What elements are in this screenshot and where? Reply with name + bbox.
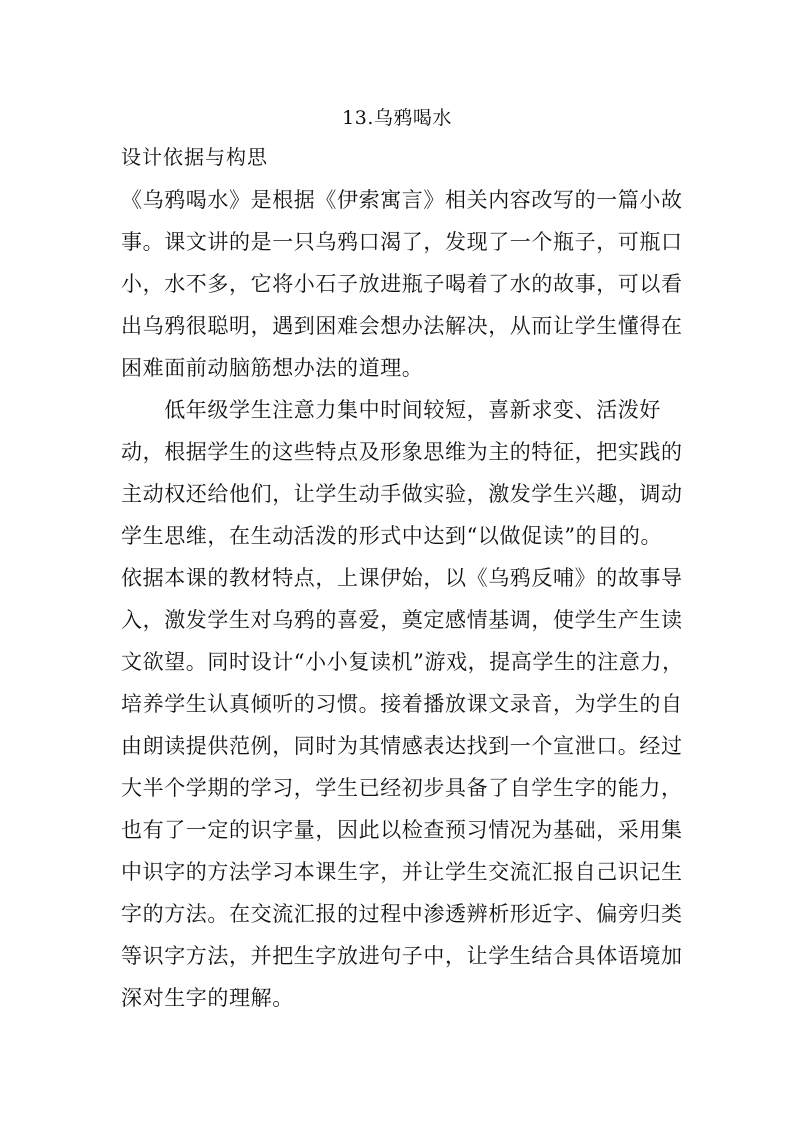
text-line-6: 低年级学生注意力集中时间较短，喜新求变、活泼好 xyxy=(121,398,661,422)
text-line-16: 也有了一定的识字量，因此以检查预习情况为基础，采用集 xyxy=(121,818,683,842)
text-line-4: 出乌鸦很聪明，遇到困难会想办法解决，从而让学生懂得在 xyxy=(121,314,683,338)
text-line-19: 等识字方法，并把生字放进句子中，让学生结合具体语境加 xyxy=(121,944,683,968)
text-line-7: 动，根据学生的这些特点及形象思维为主的特征，把实践的 xyxy=(121,440,683,464)
text-line-10: 依据本课的教材特点，上课伊始，以《乌鸦反哺》的故事导 xyxy=(121,566,683,590)
text-line-11: 入，激发学生对乌鸦的喜爱，奠定感情基调，使学生产生读 xyxy=(121,608,683,632)
section-heading: 设计依据与构思 xyxy=(121,145,268,169)
text-line-20: 深对生字的理解。 xyxy=(121,986,294,1010)
text-line-8: 主动权还给他们，让学生动手做实验，激发学生兴趣，调动 xyxy=(121,482,683,506)
text-line-15: 大半个学期的学习，学生已经初步具备了自学生字的能力， xyxy=(121,776,683,800)
text-line-17: 中识字的方法学习本课生字，并让学生交流汇报自己识记生 xyxy=(121,860,683,884)
text-line-14: 由朗读提供范例，同时为其情感表达找到一个宣泄口。经过 xyxy=(121,734,683,758)
text-line-13: 培养学生认真倾听的习惯。接着播放课文录音，为学生的自 xyxy=(121,692,683,716)
text-line-12: 文欲望。同时设计“小小复读机”游戏，提高学生的注意力， xyxy=(121,650,684,674)
page-title: 13.乌鸦喝水 xyxy=(342,107,452,129)
text-line-3: 小，水不多，它将小石子放进瓶子喝着了水的故事，可以看 xyxy=(121,272,683,296)
text-line-1: 《乌鸦喝水》是根据《伊索寓言》相关内容改写的一篇小故 xyxy=(121,188,683,212)
text-line-9: 学生思维，在生动活泼的形式中达到“以做促读”的目的。 xyxy=(121,524,663,548)
text-line-2: 事。课文讲的是一只乌鸦口渴了，发现了一个瓶子，可瓶口 xyxy=(121,230,683,254)
text-line-5: 困难面前动脑筋想办法的道理。 xyxy=(121,356,424,380)
text-line-18: 字的方法。在交流汇报的过程中渗透辨析形近字、偏旁归类 xyxy=(121,902,683,926)
